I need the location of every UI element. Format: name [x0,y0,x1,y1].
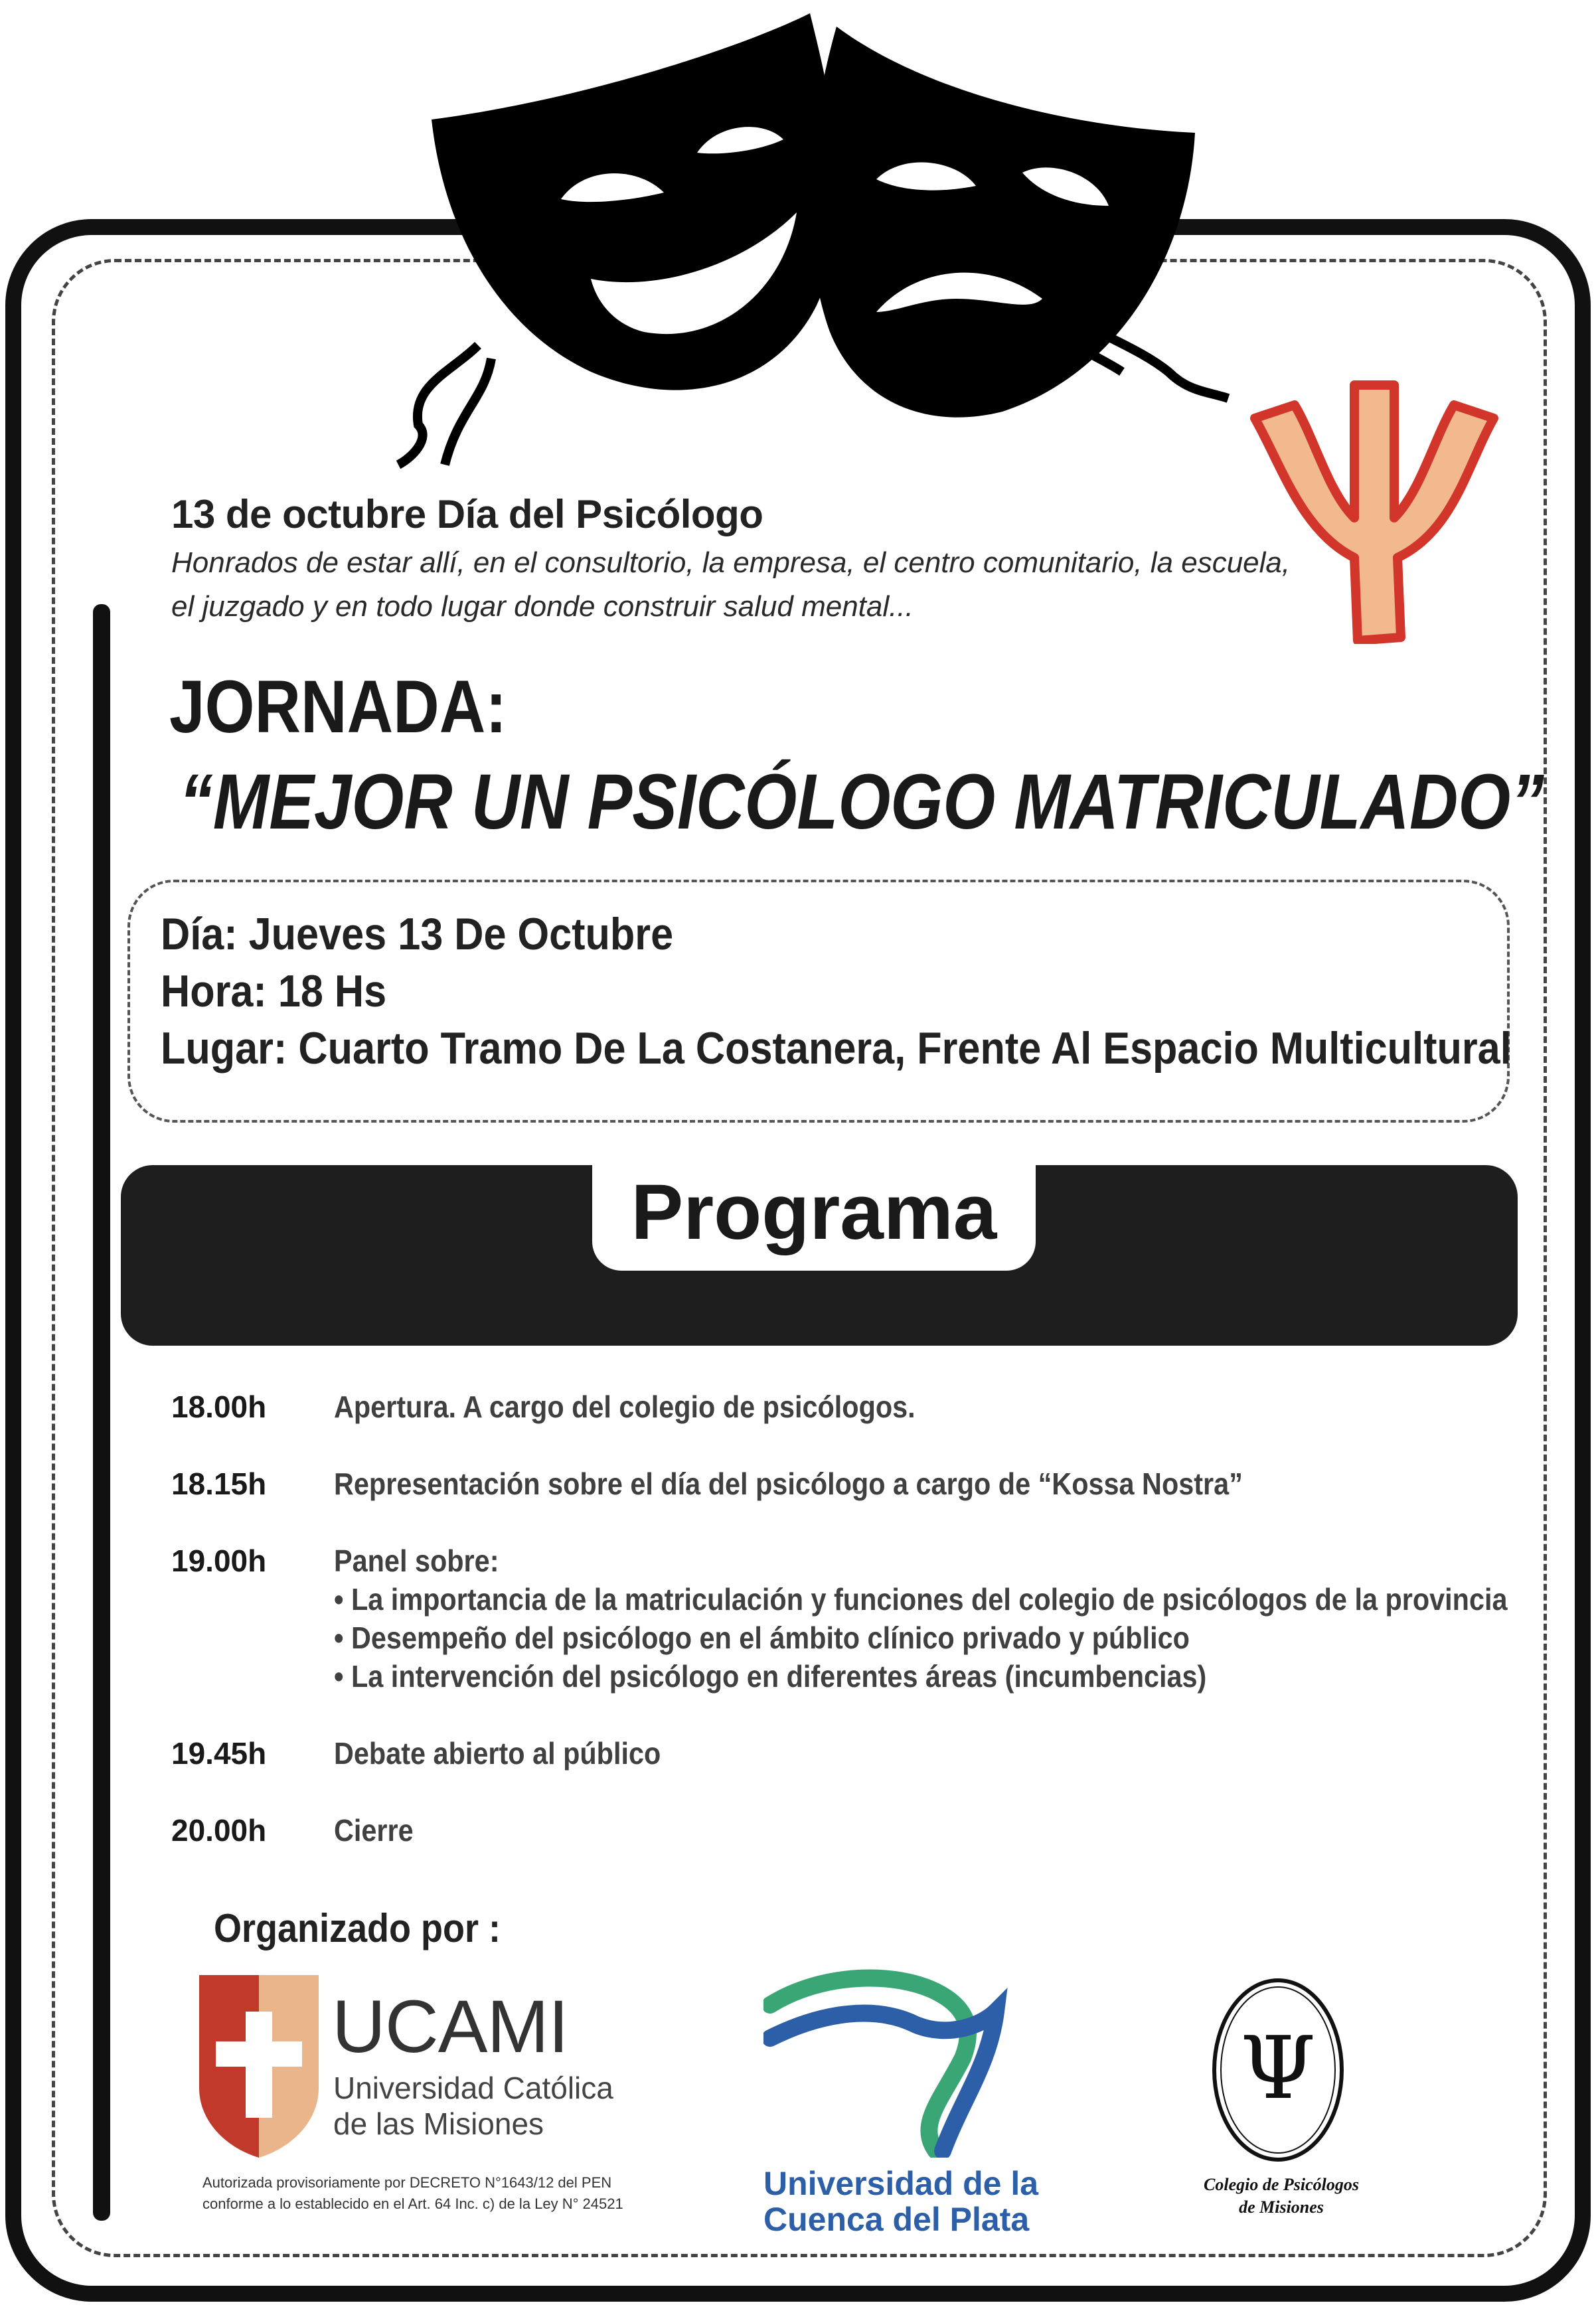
program-time: 19.00h [171,1544,267,1578]
event-day: Día: Jueves 13 De Octubre [161,909,674,959]
organized-by-label: Organizado por : [214,1906,501,1950]
theater-masks-icon [372,0,1261,478]
program-time: 18.00h [171,1390,267,1424]
ucami-note-2: conforme a lo establecido en el Art. 64 Inc. c) de la Ley N° 24521 [202,2195,623,2212]
programa-title: Programa [631,1168,997,1256]
panel-bullet: • Desempeño del psicólogo en el ámbito clínico privado y público [334,1621,1190,1655]
ucp-logo-icon [763,1958,1009,2158]
ucami-name: UCAMI [332,1985,568,2068]
ucami-note-1: Autorizada provisoriamente por DECRETO N°1643/12 del PEN [202,2174,612,2191]
intro-line-2: el juzgado y en todo lugar donde construir salud mental... [171,590,914,623]
cpm-name-line-2: de Misiones [1239,2197,1324,2217]
left-decorative-bar [93,604,110,2221]
ucp-name-line-1: Universidad de la [763,2165,1039,2202]
program-desc: Cierre [334,1813,414,1848]
intro-line-1: Honrados de estar allí, en el consultorio, la empresa, el centro comunitario, la escuela, [171,546,1291,579]
event-place: Lugar: Cuarto Tramo De La Costanera, Frente Al Espacio Multicultural [161,1023,1512,1074]
program-time: 20.00h [171,1813,267,1848]
program-time: 19.45h [171,1736,267,1771]
program-desc: Representación sobre el día del psicólogo a cargo de “Kossa Nostra” [334,1467,1243,1501]
cpm-name-line-1: Colegio de Psicólogos [1204,2175,1359,2194]
ucami-subtitle-1: Universidad Católica [333,2071,613,2105]
jornada-label: JORNADA: [169,665,507,748]
program-desc: Debate abierto al público [334,1736,661,1771]
ucami-logo-icon [199,1975,319,2158]
program-desc: Apertura. A cargo del colegio de psicólogos. [334,1390,916,1424]
program-desc: Panel sobre: [334,1544,499,1578]
panel-bullet: • La intervención del psicólogo en diferentes áreas (incumbencias) [334,1659,1207,1694]
ucp-name-line-2: Cuenca del Plata [763,2201,1030,2238]
ucami-subtitle-2: de las Misiones [333,2107,544,2141]
jornada-title: “MEJOR UN PSICÓLOGO MATRICULADO” [179,758,1544,846]
event-time: Hora: 18 Hs [161,966,387,1016]
program-time: 18.15h [171,1467,267,1501]
day-title: 13 de octubre Día del Psicólogo [171,492,763,536]
panel-bullet: • La importancia de la matriculación y funciones del colegio de psicólogos de la provincia [334,1582,1508,1617]
psi-letter: Ψ [1239,2018,1316,2118]
intro-text [171,541,1290,629]
